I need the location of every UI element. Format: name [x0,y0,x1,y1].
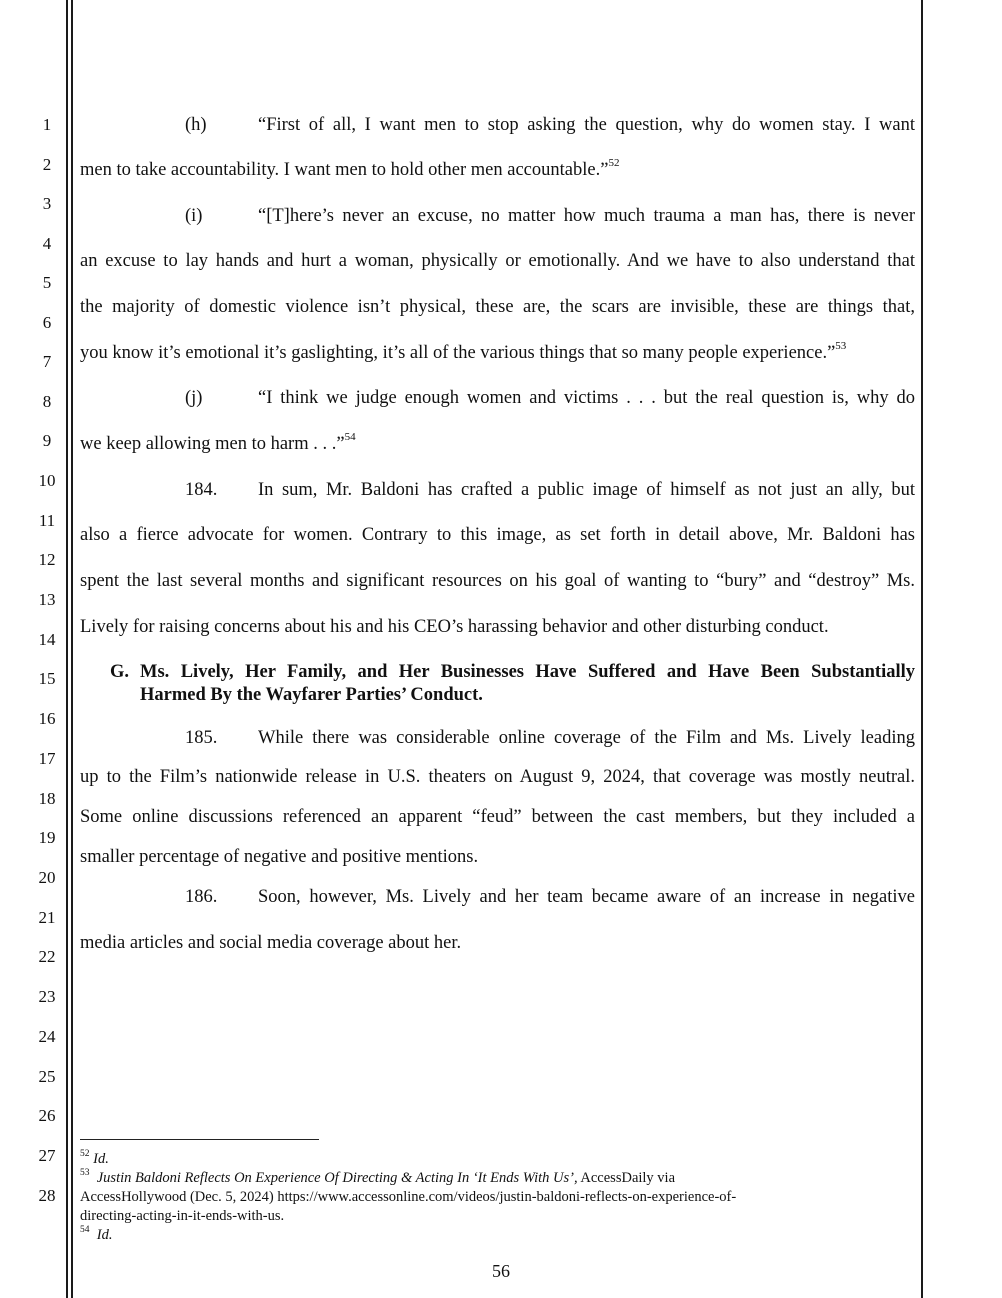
footnote-separator [80,1139,319,1140]
footnote-ref-53: 53 [835,339,847,352]
quote-h-line-1 [80,113,915,137]
paragraph-185-line-4: smaller percentage of negative and positive mentions. [80,847,479,867]
line-number: 28 [38,1186,56,1205]
footnote-53-line-3: directing-acting-in-it-ends-with-us. [80,1208,285,1224]
paragraph-185-line-1 [80,726,915,750]
line-number: 8 [42,392,52,411]
line-number: 25 [38,1067,56,1086]
footnote-54 [80,1226,915,1245]
footnote-53-line-2: AccessHollywood (Dec. 5, 2024) https://www.accessonline.com/videos/justin-baldoni-reflects-on-experience-of- [80,1189,737,1205]
line-number: 15 [38,669,56,688]
footnote-52 [80,1150,915,1169]
line-number: 22 [38,947,56,966]
paragraph-186-line-1 [80,885,915,909]
quote-j-text: we keep allowing men to harm . . .” [80,434,345,454]
paragraph-186-line-2: media articles and social media coverage about her. [80,933,462,953]
section-heading-label: G. [110,662,130,682]
left-margin-rule-outer [66,0,68,1298]
line-number: 4 [42,234,52,253]
quote-i-line-3: the majority of domestic violence isn’t physical, these are, the scars are invisible, these are things that, [80,297,915,317]
quote-i-line-1 [80,204,915,228]
line-number: 19 [38,828,56,847]
paragraph-184-text: In sum, Mr. Baldoni has crafted a public image of himself as not just an ally, but [258,480,915,500]
quote-j-marker: (j) [185,388,203,408]
left-margin-rule-inner [71,0,73,1298]
paragraph-184-line-2: also a fierce advocate for women. Contrary to this image, as set forth in detail above, Mr. Baldoni has [80,525,915,545]
page-number: 56 [492,1261,510,1281]
paragraph-186-number: 186. [185,887,218,907]
line-number: 6 [42,313,52,332]
paragraph-186-text: Soon, however, Ms. Lively and her team became aware of an increase in negative [258,887,915,907]
paragraph-184-number: 184. [185,480,218,500]
quote-i-text: “[T]here’s never an excuse, no matter how much trauma a man has, there is never [258,206,915,226]
footnote-number: 54 [80,1225,90,1236]
line-number: 11 [38,511,56,530]
line-number: 5 [42,273,52,292]
line-number: 1 [42,115,52,134]
line-number: 13 [38,590,56,609]
quote-i-line-4 [80,341,915,365]
paragraph-185-line-3: Some online discussions referenced an apparent “feud” between the cast members, but they included a [80,807,915,827]
quote-j-line-1 [80,386,915,410]
line-number: 18 [38,789,56,808]
footnote-number: 52 [80,1149,90,1160]
paragraph-184-line-3: spent the last several months and significant resources on his goal of wanting to “bury” and “destroy” Ms. [80,571,915,591]
line-number: 9 [42,431,52,450]
footnote-text: Id. [93,1151,109,1167]
quote-i-line-2: an excuse to lay hands and hurt a woman, physically or emotionally. And we have to also understand that [80,251,915,271]
footnote-53-title: Justin Baldoni Reflects On Experience Of Directing & Acting In ‘It Ends With Us’, [96,1170,578,1186]
quote-i-marker: (i) [185,206,203,226]
paragraph-185-text: While there was considerable online coverage of the Film and Ms. Lively leading [258,728,915,748]
section-heading-line-1: Ms. Lively, Her Family, and Her Businesses Have Suffered and Have Been Substantially [140,662,915,682]
line-number: 24 [38,1027,56,1046]
quote-j-line-2 [80,432,915,456]
paragraph-184-line-1 [80,478,915,502]
line-number: 3 [42,194,52,213]
line-number: 17 [38,749,56,768]
paragraph-185-line-2: up to the Film’s nationwide release in U.S. theaters on August 9, 2024, that coverage was mostly neutral. [80,767,915,787]
line-number: 10 [38,471,56,490]
quote-h-text: men to take accountability. I want men to hold other men accountable.” [80,160,609,180]
line-number: 16 [38,709,56,728]
footnote-text: Id. [96,1227,113,1243]
line-number: 7 [42,352,52,371]
line-number: 14 [38,630,56,649]
footnote-ref-52: 52 [608,156,620,169]
footnote-53-source: AccessDaily via [577,1170,676,1186]
footnote-number: 53 [80,1168,90,1179]
paragraph-185-number: 185. [185,728,218,748]
section-heading-g [110,661,915,707]
line-number: 2 [42,155,52,174]
paragraph-184-line-4: Lively for raising concerns about his and his CEO’s harassing behavior and other disturbing conduct. [80,617,829,637]
footnote-ref-54: 54 [344,430,356,443]
line-number: 27 [38,1146,56,1165]
right-margin-rule [921,0,923,1298]
quote-j-text: “I think we judge enough women and victims . . . but the real question is, why do [258,388,915,408]
line-number: 23 [38,987,56,1006]
quote-h-marker: (h) [185,115,207,135]
line-number: 20 [38,868,56,887]
line-number: 21 [38,908,56,927]
line-number: 12 [38,550,56,569]
section-heading-line-2: Harmed By the Wayfarer Parties’ Conduct. [140,685,483,705]
quote-h-line-2 [80,158,915,182]
quote-i-text: you know it’s emotional it’s gaslighting, it’s all of the various things that so many people experience.” [80,343,836,363]
line-number: 26 [38,1106,56,1125]
quote-h-text: “First of all, I want men to stop asking the question, why do women stay. I want [258,115,915,135]
footnote-53-line-1 [80,1169,915,1188]
